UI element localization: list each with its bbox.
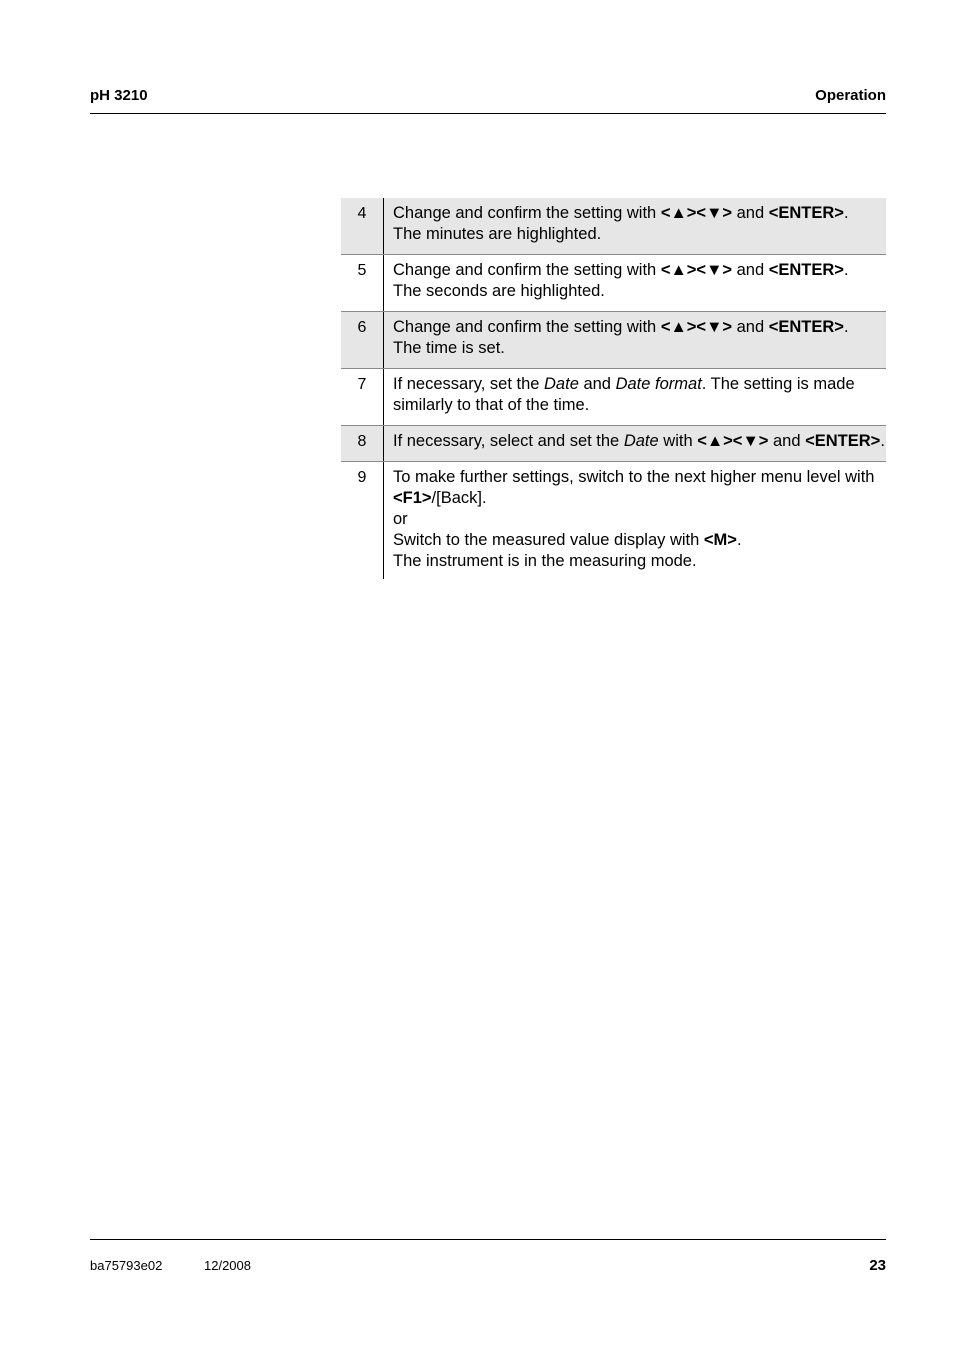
step-row — [341, 369, 886, 426]
key-reference: <ENTER> — [768, 318, 844, 336]
instruction-text: Switch to the measured value display with — [393, 531, 704, 549]
step-row — [341, 255, 886, 312]
step-number: 5 — [341, 255, 384, 311]
step-number: 9 — [341, 462, 384, 579]
step-number: 7 — [341, 369, 384, 425]
step-instruction-line — [393, 509, 886, 530]
step-number: 8 — [341, 426, 384, 461]
instruction-text: and — [732, 204, 769, 222]
step-instruction — [384, 426, 886, 461]
key-reference: <▲><▼> — [660, 261, 733, 279]
instruction-text: . — [843, 261, 849, 279]
instruction-text: and — [768, 432, 806, 450]
instruction-text: . The setting is made similarly to that of the time. — [393, 375, 855, 414]
instruction-text: The seconds are highlighted. — [393, 282, 605, 300]
step-row — [341, 462, 886, 579]
header-divider — [90, 113, 886, 114]
instruction-text: The instrument is in the measuring mode. — [393, 552, 697, 570]
instruction-text: Change and confirm the setting with — [393, 204, 661, 222]
step-instruction-line — [393, 224, 886, 245]
instruction-text: /[Back]. — [431, 489, 487, 507]
step-instruction-line — [393, 551, 886, 572]
step-instruction-line — [393, 260, 886, 281]
step-row — [341, 312, 886, 369]
instruction-text: The minutes are highlighted. — [393, 225, 602, 243]
menu-term: Date — [623, 432, 659, 450]
step-number: 6 — [341, 312, 384, 368]
menu-term: Date — [544, 375, 579, 393]
step-instruction-line — [393, 281, 886, 302]
instruction-text: and — [732, 318, 769, 336]
step-instruction — [384, 369, 886, 425]
footer-date: 12/2008 — [204, 1258, 251, 1273]
instruction-text: If necessary, set the — [393, 375, 545, 393]
key-reference: <▲><▼> — [697, 432, 769, 450]
instruction-text: To make further settings, switch to the next higher menu level with — [393, 468, 875, 486]
instruction-text: . — [843, 318, 849, 336]
instruction-text: . — [880, 432, 885, 450]
menu-term: Date format — [615, 375, 702, 393]
step-instruction-line — [393, 203, 886, 224]
step-instruction — [384, 255, 886, 311]
step-instruction-line — [393, 467, 886, 509]
instruction-text: . — [843, 204, 849, 222]
step-instruction-line — [393, 317, 886, 338]
key-reference: <ENTER> — [768, 204, 844, 222]
step-row — [341, 198, 886, 255]
key-reference: <F1> — [393, 489, 432, 507]
instruction-text: Change and confirm the setting with — [393, 261, 661, 279]
footer-divider — [90, 1239, 886, 1240]
header-section-title: Operation — [815, 87, 886, 104]
instruction-text: and — [732, 261, 769, 279]
step-instruction-line — [393, 431, 886, 452]
instruction-text: and — [578, 375, 616, 393]
header-product-name: pH 3210 — [90, 87, 148, 104]
instruction-text: Change and confirm the setting with — [393, 318, 661, 336]
step-row — [341, 426, 886, 462]
key-reference: <M> — [703, 531, 737, 549]
instruction-text: If necessary, select and set the — [393, 432, 624, 450]
step-instruction-line — [393, 338, 886, 359]
key-reference: <ENTER> — [805, 432, 881, 450]
instruction-text: The time is set. — [393, 339, 505, 357]
step-number: 4 — [341, 198, 384, 254]
instruction-text: with — [658, 432, 698, 450]
instruction-text: or — [393, 510, 408, 528]
step-instruction — [384, 198, 886, 254]
page-number: 23 — [869, 1257, 886, 1274]
instruction-steps-table — [341, 198, 886, 579]
footer-document-id: ba75793e02 — [90, 1258, 163, 1273]
key-reference: <ENTER> — [768, 261, 844, 279]
key-reference: <▲><▼> — [660, 318, 733, 336]
step-instruction — [384, 312, 886, 368]
instruction-text: . — [736, 531, 742, 549]
step-instruction — [384, 462, 886, 579]
step-instruction-line — [393, 374, 886, 416]
key-reference: <▲><▼> — [660, 204, 733, 222]
step-instruction-line — [393, 530, 886, 551]
